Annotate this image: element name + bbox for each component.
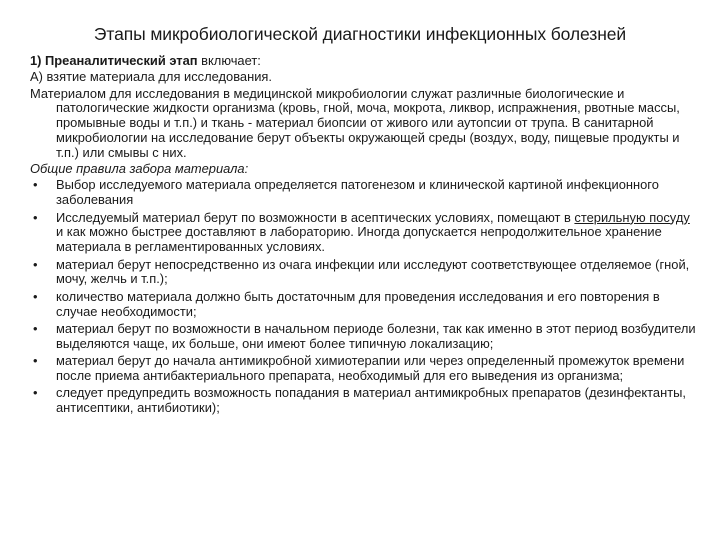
list-item-text: материал берут до начала антимикробной химиотерапии или через определенный промежуток времени после приема антибактериального препарата, необходимый для его выведения из организма; xyxy=(56,353,685,383)
stage-heading-label: 1) Преаналитический этап xyxy=(30,53,198,68)
bullet-icon: • xyxy=(33,209,38,225)
page-title: Этапы микробиологической диагностики инфекционных болезней xyxy=(93,24,627,44)
list-item-text: следует предупредить возможность попадания в материал антимикробных препаратов (дезинфектанты, антисептики, антибиотики); xyxy=(56,385,686,416)
bullet-icon: • xyxy=(33,288,38,304)
list-item-text: материал берут по возможности в начальном периоде болезни, так как именно в этот период возбудители выделяются чаще, их больше, они имеют более типичную локализацию; xyxy=(56,320,696,351)
list-item-text: и как можно быстрее доставляют в лабораторию. Иногда допускается непродолжительное хранение материала в регламентированных условиях. xyxy=(56,224,662,255)
list-item xyxy=(30,178,696,208)
bullet-icon: • xyxy=(33,353,38,369)
list-item xyxy=(30,322,696,352)
list-item xyxy=(30,386,696,416)
list-item xyxy=(30,290,696,320)
list-item-text: материал берут непосредственно из очага инфекции или исследуют соответствующее отделяемое (гной, мочу, желчь и т.п.); xyxy=(56,256,690,287)
list-item xyxy=(30,258,696,288)
list-item xyxy=(30,211,696,255)
bullet-icon: • xyxy=(33,177,38,193)
list-item-text: количество материала должно быть достаточным для проведения исследования и его повторения в случае необходимости; xyxy=(56,288,660,319)
bullet-icon: • xyxy=(33,320,38,336)
bullet-icon: • xyxy=(33,256,38,272)
rules-heading: Общие правила забора материала: xyxy=(30,161,249,177)
bullet-icon: • xyxy=(33,385,38,401)
material-paragraph: Материалом для исследования в медицинской микробиологии служат различные биологические и патологические жидкости организма (кровь, гной, моча, мокрота, ликвор, испражнения, рвотные массы, промывные воды и т.п.) и ткань - материал биопсии от живого или аутопсии от трупа. В санитарной микробиологии на исследование берут объекты окружающей среды (воздух, воду, пищевые продукты и т.п.) или смывы с них. xyxy=(30,85,680,160)
list-item-text: Исследуемый материал берут по возможности в асептических условиях, помещают в xyxy=(56,209,575,225)
slide-content xyxy=(30,54,696,418)
item-a: А) взятие материала для исследования. xyxy=(30,69,272,85)
list-item xyxy=(30,354,696,384)
stage-heading xyxy=(30,54,696,69)
list-item-text: Выбор исследуемого материала определяется патогенезом и клинической картиной инфекционного заболевания xyxy=(56,177,659,208)
underlined-text: стерильную посуду xyxy=(574,209,690,225)
stage-heading-rest: включает: xyxy=(197,53,261,68)
